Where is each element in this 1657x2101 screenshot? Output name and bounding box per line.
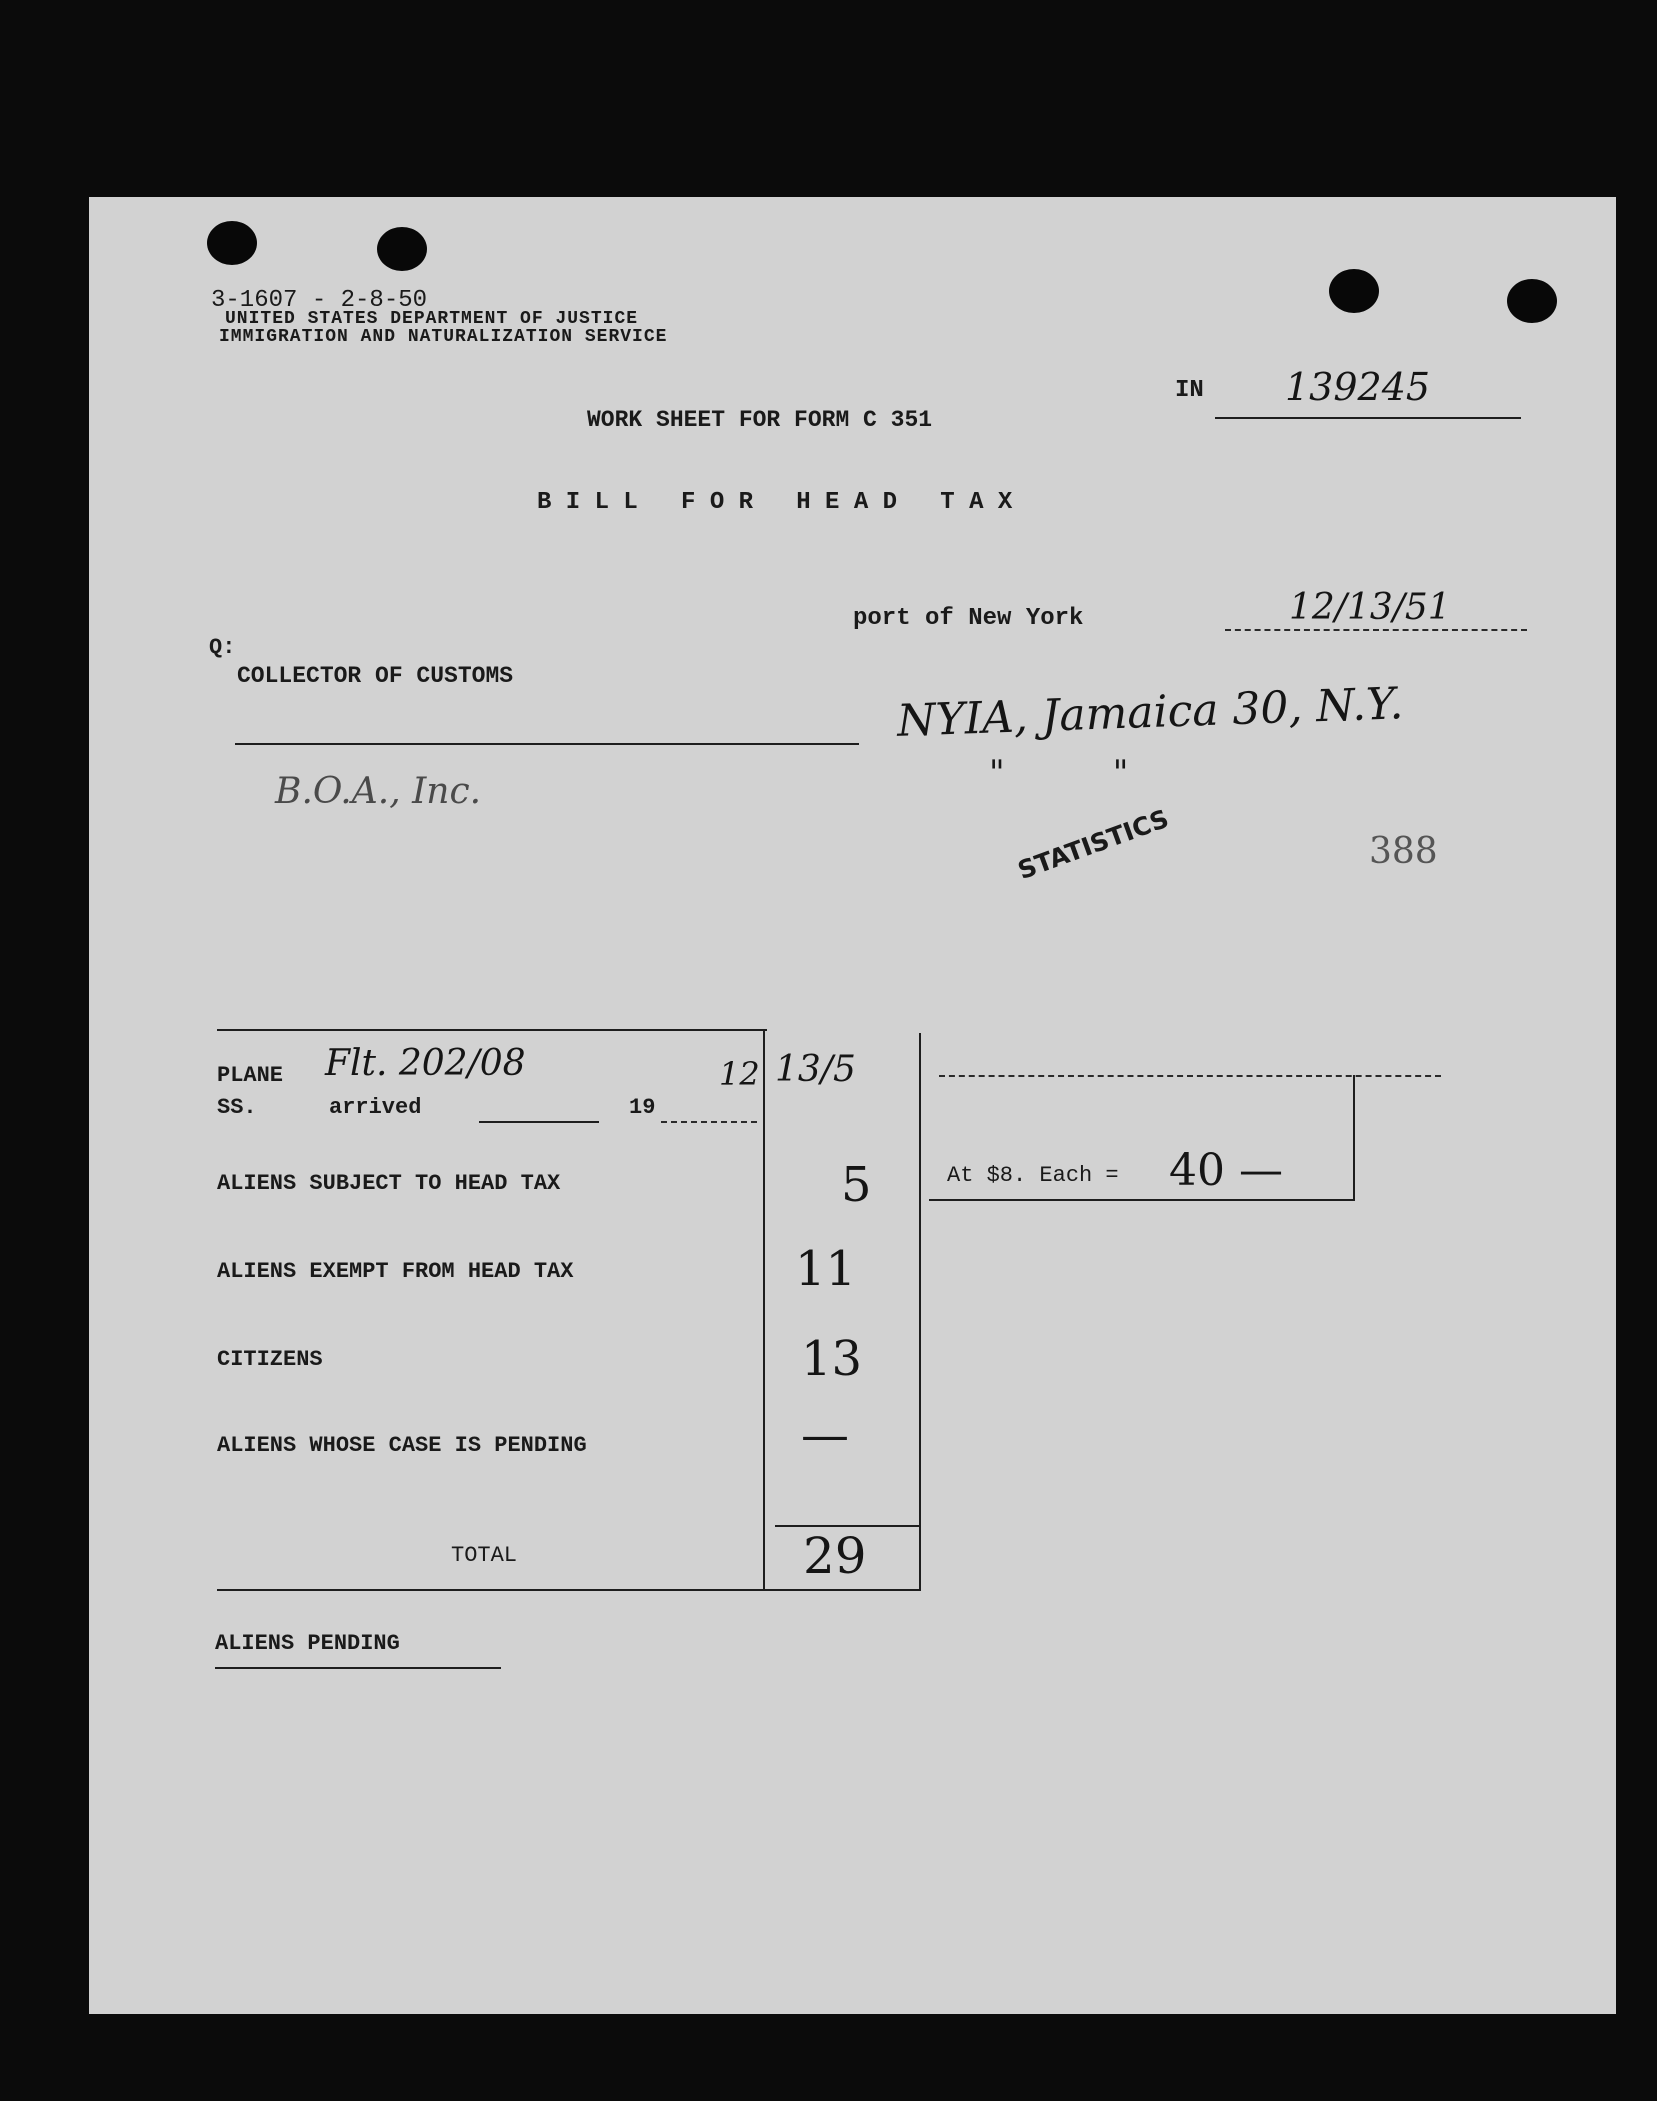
statistics-stamp: STATISTICS <box>1014 803 1173 886</box>
worksheet-title: WORK SHEET FOR FORM C 351 <box>587 407 933 433</box>
stamp-number: 388 <box>1369 831 1438 872</box>
flight-number: Flt. 202/08 <box>325 1043 526 1084</box>
collector-underline <box>235 743 859 745</box>
agency-line-2: IMMIGRATION AND NATURALIZATION SERVICE <box>219 327 668 347</box>
table-left-rule <box>763 1029 765 1589</box>
year-underline <box>661 1121 757 1123</box>
arrived-label: arrived <box>329 1095 422 1120</box>
table-top-line <box>217 1029 767 1031</box>
rate-label: At $8. Each = <box>947 1163 1119 1188</box>
rate-amount: 40 — <box>1169 1145 1283 1196</box>
rate-box-bottom <box>929 1199 1355 1201</box>
bill-title: B I L L F O R H E A D T A X <box>537 489 1013 516</box>
punch-hole <box>1507 279 1557 323</box>
aliens-pending-underline <box>215 1667 501 1669</box>
arrived-underline <box>479 1121 599 1123</box>
to-prefix: Q: <box>209 635 236 660</box>
plane-label: PLANE <box>217 1063 284 1088</box>
row-value-subject: 5 <box>841 1157 872 1213</box>
ditto-marks: " " <box>989 753 1129 793</box>
handwritten-location: NYIA, Jamaica 30, N.Y. <box>896 678 1405 747</box>
in-number: 139245 <box>1285 365 1431 409</box>
arrival-month: 12 <box>719 1055 760 1093</box>
row-value-exempt: 11 <box>795 1241 857 1297</box>
in-label: IN <box>1175 377 1204 404</box>
table-right-rule <box>919 1033 921 1589</box>
document-page <box>89 197 1616 2014</box>
row-label-exempt: ALIENS EXEMPT FROM HEAD TAX <box>217 1259 574 1284</box>
punch-hole <box>377 227 427 271</box>
agency-line-1: UNITED STATES DEPARTMENT OF JUSTICE <box>225 309 639 329</box>
aliens-pending-label: ALIENS PENDING <box>215 1631 400 1656</box>
punch-hole <box>1329 269 1379 313</box>
date-underline <box>1225 629 1527 631</box>
row-value-citizens: 13 <box>801 1331 863 1387</box>
arrival-date: 13/5 <box>775 1049 856 1090</box>
rate-box-top <box>939 1075 1441 1077</box>
row-label-subject: ALIENS SUBJECT TO HEAD TAX <box>217 1171 561 1196</box>
row-value-pending: — <box>801 1407 849 1463</box>
total-label: TOTAL <box>451 1543 518 1568</box>
port-label: port of New York <box>853 605 1084 632</box>
punch-hole <box>207 221 257 265</box>
total-value: 29 <box>803 1527 867 1585</box>
year-prefix: 19 <box>629 1095 656 1120</box>
table-bottom-line <box>217 1589 921 1591</box>
row-label-pending: ALIENS WHOSE CASE IS PENDING <box>217 1433 587 1458</box>
in-number-underline <box>1215 417 1521 419</box>
row-label-citizens: CITIZENS <box>217 1347 323 1372</box>
ss-label: SS. <box>217 1095 257 1120</box>
bill-date: 12/13/51 <box>1289 587 1451 628</box>
handwritten-company: B.O.A., Inc. <box>275 771 482 812</box>
collector-label: COLLECTOR OF CUSTOMS <box>237 663 514 689</box>
rate-box-right <box>1353 1075 1355 1201</box>
form-code: 3-1607 - 2-8-50 <box>211 287 428 314</box>
